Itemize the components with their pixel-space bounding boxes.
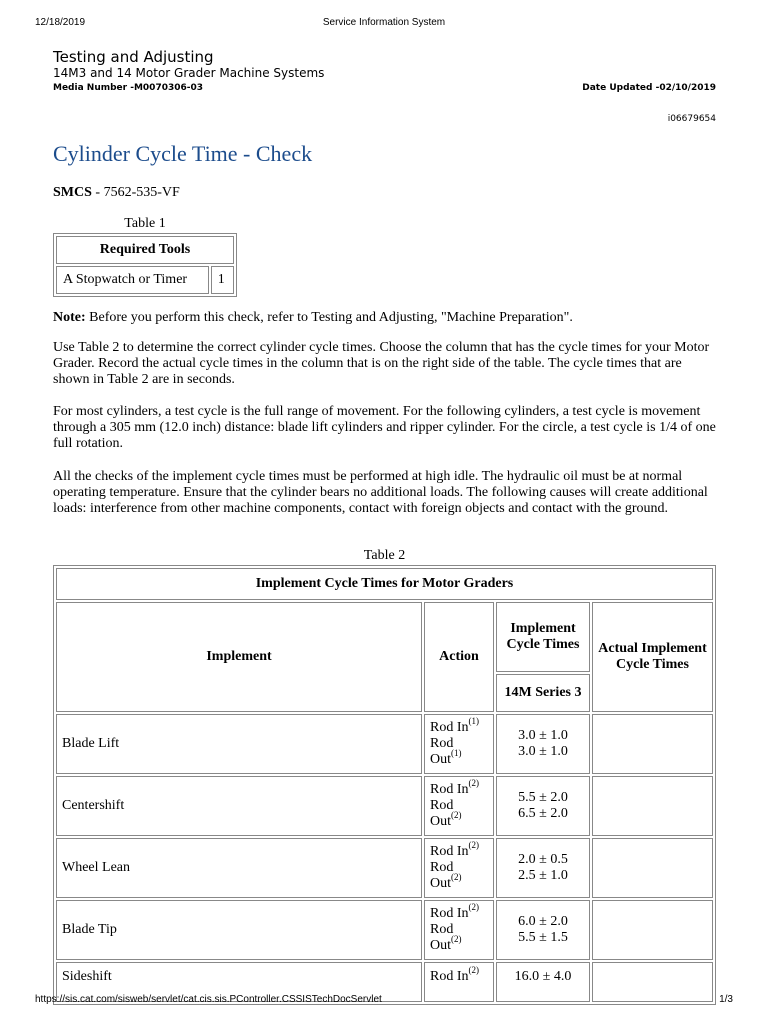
col-action: Action <box>424 602 494 712</box>
table1-caption: Table 1 <box>124 216 166 231</box>
print-url: https://sis.cat.com/sisweb/servlet/cat.cis.sis.PController.CSSISTechDocServlet <box>35 994 382 1005</box>
table-row <box>56 776 713 836</box>
paragraph-test-cycle: For most cylinders, a test cycle is the full range of movement. For the following cylinders, a test cycle is movement through a 305 mm (12.0 inch) distance: blade lift cylinders and ripper cylinder. For the circle, a test cycle is 1/4 of one full rotation. <box>53 404 716 451</box>
table2-caption: Table 2 <box>363 548 406 563</box>
tools-header: Required Tools <box>56 236 234 264</box>
note-paragraph <box>53 310 716 326</box>
table-row <box>56 714 713 774</box>
implement-name: Blade Lift <box>56 714 422 774</box>
action-cell: Rod In$^{(2)}$ Rod Out$^{(2)}$ <box>424 776 494 836</box>
smcs-code <box>53 185 180 201</box>
cycle-value: 16.0 ± 4.0 <box>496 962 590 1002</box>
doc-meta <box>53 81 716 95</box>
action-cell: Rod In$^{(2)}$ Rod Out$^{(2)}$ <box>424 900 494 960</box>
note-text: Before you perform this check, refer to Testing and Adjusting, "Machine Preparation". <box>85 310 573 325</box>
col-actual: Actual Implement Cycle Times <box>592 602 713 712</box>
section-title: Testing and Adjusting <box>53 48 214 66</box>
actual-time-cell <box>592 900 713 960</box>
document-id: i06679654 <box>667 114 716 124</box>
print-footer <box>35 994 733 1008</box>
actual-time-cell <box>592 714 713 774</box>
print-site-title: Service Information System <box>322 17 446 28</box>
cycle-table-title: Implement Cycle Times for Motor Graders <box>56 568 713 600</box>
col-cycle-times: Implement Cycle Times <box>496 602 590 672</box>
cycle-value: 3.0 ± 1.0 3.0 ± 1.0 <box>496 714 590 774</box>
implement-name: Centershift <box>56 776 422 836</box>
cycle-value: 6.0 ± 2.0 5.5 ± 1.5 <box>496 900 590 960</box>
date-updated: Date Updated -02/10/2019 <box>582 83 716 93</box>
actual-time-cell <box>592 776 713 836</box>
page-title: Cylinder Cycle Time - Check <box>53 141 313 166</box>
media-number: Media Number -M0070306-03 <box>53 83 204 93</box>
action-cell: Rod In$^{(1)}$ Rod Out$^{(1)}$ <box>424 714 494 774</box>
note-label: Note: <box>53 310 86 325</box>
actual-time-cell <box>592 838 713 898</box>
action-cell: Rod In$^{(2)}$ <box>424 962 494 1002</box>
tool-name: A Stopwatch or Timer <box>56 266 209 294</box>
cycle-times-table <box>53 565 716 1005</box>
implement-name: Wheel Lean <box>56 838 422 898</box>
page-number: 1/3 <box>719 994 733 1005</box>
smcs-value: - 7562-535-VF <box>91 185 180 200</box>
document-header <box>53 48 716 95</box>
tool-qty: 1 <box>211 266 234 294</box>
print-date: 12/18/2019 <box>35 17 86 28</box>
action-cell: Rod In$^{(2)}$ Rod Out$^{(2)}$ <box>424 838 494 898</box>
smcs-label: SMCS <box>53 185 92 200</box>
paragraph-conditions: All the checks of the implement cycle times must be performed at high idle. The hydraulic oil must be at normal operating temperature. Ensure that the cylinder bears no additional loads. The following causes will create additional loads: interference from other machine components, contact with foreign objects and contact with the ground. <box>53 469 708 516</box>
implement-name: Blade Tip <box>56 900 422 960</box>
cycle-value: 2.0 ± 0.5 2.5 ± 1.0 <box>496 838 590 898</box>
machine-subtitle: 14M3 and 14 Motor Grader Machine Systems <box>53 66 325 80</box>
col-implement: Implement <box>56 602 422 712</box>
table-row <box>56 838 713 898</box>
required-tools-table <box>53 233 237 297</box>
table-row <box>56 266 234 294</box>
cycle-value: 5.5 ± 2.0 6.5 ± 2.0 <box>496 776 590 836</box>
table-row <box>56 900 713 960</box>
print-header <box>35 17 733 31</box>
paragraph-table-usage: Use Table 2 to determine the correct cylinder cycle times. Choose the column that has the cycle times for your Motor Grader. Record the actual cycle times in the column that is on the right side of the table. The cycle times that are shown in Table 2 are in seconds. <box>53 340 710 387</box>
implement-name: Sideshift <box>56 962 422 1002</box>
col-series: 14M Series 3 <box>496 674 590 712</box>
